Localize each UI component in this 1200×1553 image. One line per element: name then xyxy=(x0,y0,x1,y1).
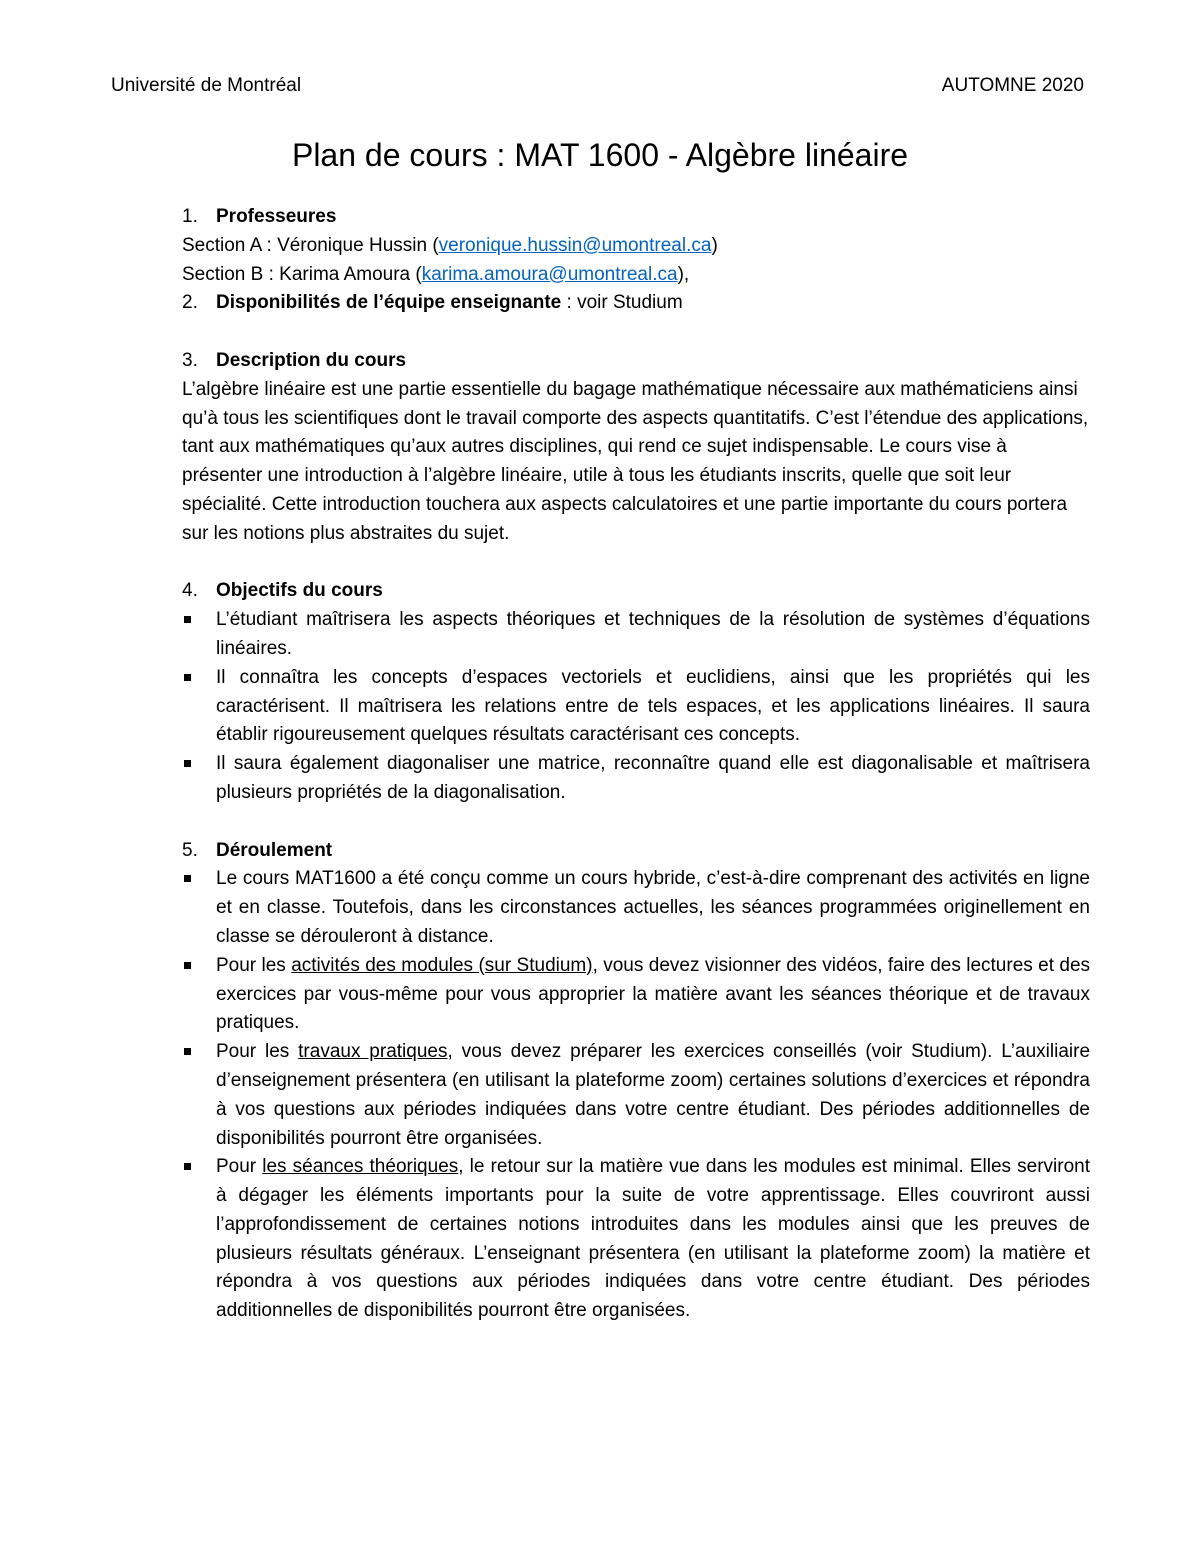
professor-a-suffix: ) xyxy=(711,234,718,256)
flow-theory-pre: Pour xyxy=(216,1156,263,1178)
square-bullet-icon xyxy=(182,1153,216,1182)
square-bullet-icon xyxy=(182,865,216,894)
course-flow-list xyxy=(182,865,1090,1326)
objectives-list xyxy=(182,606,1090,808)
square-bullet-icon xyxy=(182,750,216,779)
flow-practical-pre: Pour les xyxy=(216,1041,299,1063)
section-3-number: 3. xyxy=(182,349,198,371)
section-2-title: Disponibilités de l’équipe enseignante xyxy=(216,292,562,314)
list-item xyxy=(182,865,1090,951)
section-1-title: Professeures xyxy=(216,206,337,227)
flow-theory-post: , le retour sur la matière vue dans les modules est minimal. Elles serviront à dégager les éléments importants pour la suite de votre apprentissage. Elles couvriront aussi l’approfondissement de certaines notions introduites dans les modules ainsi que les preuves de plusieurs résultats généraux. L’enseignant présentera (en utilisant la plateforme zoom) la matière et répondra à vos questions aux périodes indiquées dans votre centre étudiant. Des périodes additionnelles de disponibilités pourront être organisées. xyxy=(216,1156,1090,1322)
header-term: AUTOMNE 2020 xyxy=(941,75,1084,96)
flow-text-practical xyxy=(216,1038,1090,1153)
list-item xyxy=(182,1038,1090,1153)
professor-section-b xyxy=(182,261,1090,290)
professor-b-suffix: ), xyxy=(677,263,690,285)
flow-text-theory xyxy=(216,1153,1090,1326)
section-3-heading xyxy=(182,347,1090,376)
square-bullet-icon xyxy=(182,1038,216,1067)
section-5-heading xyxy=(182,837,1090,866)
professor-section-a xyxy=(182,232,1090,261)
square-bullet-icon xyxy=(182,606,216,635)
objective-text: Il connaîtra les concepts d’espaces vectoriels et euclidiens, ainsi que les propriétés qui les caractérisent. Il maîtrisera les relations entre de tels espaces, et les applications linéaires. Il saura établir rigoureusement quelques résultats caractérisant ces concepts. xyxy=(216,666,1090,746)
section-5-number: 5. xyxy=(182,839,198,861)
objective-text: L’étudiant maîtrisera les aspects théoriques et techniques de la résolution de systèmes d’équations linéaires. xyxy=(216,609,1090,659)
objective-text: Il saura également diagonaliser une matrice, reconnaître quand elle est diagonalisable et maîtrisera plusieurs propriétés de la diagonalisation. xyxy=(216,753,1090,803)
section-5-title: Déroulement xyxy=(216,839,333,861)
flow-practical-underlined: travaux pratiques xyxy=(298,1041,448,1063)
flow-theory-underlined: les séances théoriques xyxy=(262,1156,459,1178)
section-2-number: 2. xyxy=(182,292,198,314)
flow-modules-underlined: activités des modules (sur Studium) xyxy=(291,954,593,976)
header-university: Université de Montréal xyxy=(111,75,302,96)
email-link-amoura[interactable]: karima.amoura@umontreal.ca xyxy=(421,263,678,285)
section-1-heading xyxy=(182,203,1090,232)
list-item xyxy=(182,1153,1090,1326)
list-item xyxy=(182,606,1090,664)
document-body xyxy=(182,203,1090,1326)
flow-modules-pre: Pour les xyxy=(216,954,292,976)
section-4-title: Objectifs du cours xyxy=(216,580,383,602)
flow-practical-post: , vous devez préparer les exercices conseillés (voir Studium). L’auxiliaire d’enseignement présentera (en utilisant la plateforme zoom) certaines solutions d’exercices et répondra à vos questions aux périodes indiquées dans votre centre étudiant. Des périodes additionnelles de disponibilités pourront être organisées. xyxy=(216,1041,1091,1149)
email-link-hussin[interactable]: veronique.hussin@umontreal.ca xyxy=(438,234,712,256)
section-2-rest: : voir Studium xyxy=(561,292,683,314)
document-title: Plan de cours : MAT 1600 - Algèbre linéaire xyxy=(291,137,909,173)
section-2-heading xyxy=(182,289,1090,318)
list-item xyxy=(182,664,1090,750)
professor-a-label: Section A : Véronique Hussin ( xyxy=(182,234,439,256)
list-item xyxy=(182,952,1090,1038)
square-bullet-icon xyxy=(182,664,216,693)
section-4-heading xyxy=(182,577,1090,606)
section-4-number: 4. xyxy=(182,580,198,602)
course-description-paragraph: L’algèbre linéaire est une partie essentielle du bagage mathématique nécessaire aux mathématiciens ainsi qu’à tous les scientifiques dont le travail comporte des aspects quantitatifs. C’est l’étendue des applications, tant aux mathématiques qu’aux autres disciplines, qui rend ce sujet indispensable. Le cours vise à présenter une introduction à l’algèbre linéaire, utile à tous les étudiants inscrits, quelle que soit leur spécialité. Cette introduction touchera aux aspects calculatoires et une partie importante du cours portera sur les notions plus abstraites du sujet. xyxy=(182,378,1089,544)
flow-text-modules xyxy=(216,952,1090,1038)
square-bullet-icon xyxy=(182,952,216,981)
professor-b-label: Section B : Karima Amoura ( xyxy=(182,263,422,285)
section-1-number: 1. xyxy=(182,206,198,227)
list-item xyxy=(182,750,1090,808)
section-3-title: Description du cours xyxy=(216,349,407,371)
flow-text-hybrid: Le cours MAT1600 a été conçu comme un cours hybride, c’est-à-dire comprenant des activités en ligne et en classe. Toutefois, dans les circonstances actuelles, les séances programmées originellement en classe se dérouleront à distance. xyxy=(216,868,1090,947)
flow-modules-post: , vous devez visionner des vidéos, faire des lectures et des exercices par vous-même pour vous approprier la matière avant les séances théorique et de travaux pratiques. xyxy=(216,954,1091,1034)
